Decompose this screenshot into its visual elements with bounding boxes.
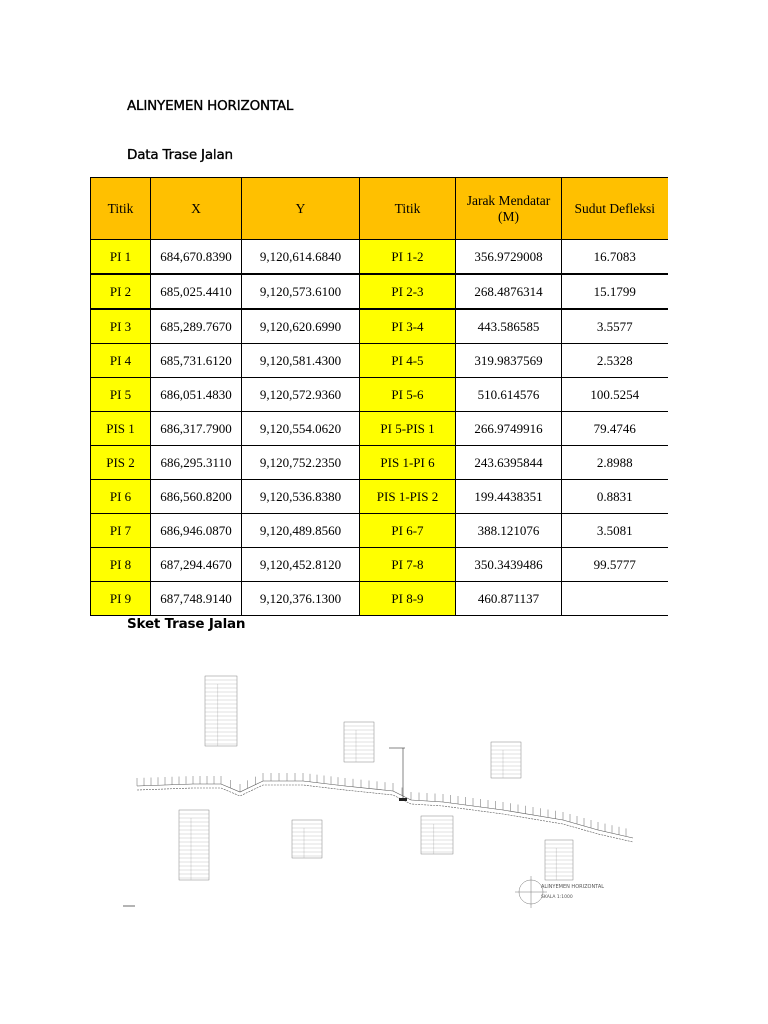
alignment-offset <box>137 785 633 842</box>
table-row <box>91 514 668 548</box>
cell-y: 9,120,536.8380 <box>242 480 360 514</box>
header-jarak: Jarak Mendatar (M) <box>456 178 562 240</box>
cell-jarak: 266.9749916 <box>456 412 562 446</box>
cell-x: 686,560.8200 <box>151 480 242 514</box>
north-arrow-icon <box>515 876 547 908</box>
sketch-table-1 <box>205 676 237 746</box>
cell-jarak: 243.6395844 <box>456 446 562 480</box>
cell-titik: PI 1 <box>91 240 151 275</box>
header-titik-segment: Titik <box>360 178 456 240</box>
cell-y: 9,120,620.6990 <box>242 309 360 344</box>
cell-sudut: 2.5328 <box>562 344 668 378</box>
header-titik: Titik <box>91 178 151 240</box>
cell-x: 686,051.4830 <box>151 378 242 412</box>
table-row <box>91 480 668 514</box>
cell-y: 9,120,573.6100 <box>242 274 360 309</box>
cell-x: 686,317.7900 <box>151 412 242 446</box>
cell-y: 9,120,489.8560 <box>242 514 360 548</box>
cell-y: 9,120,572.9360 <box>242 378 360 412</box>
cell-jarak: 268.4876314 <box>456 274 562 309</box>
cell-y: 9,120,752.2350 <box>242 446 360 480</box>
cell-jarak: 443.586585 <box>456 309 562 344</box>
table-row <box>91 344 668 378</box>
cell-jarak: 388.121076 <box>456 514 562 548</box>
cell-segment: PI 7-8 <box>360 548 456 582</box>
cell-titik: PI 6 <box>91 480 151 514</box>
cell-titik: PIS 2 <box>91 446 151 480</box>
table-row <box>91 582 668 616</box>
header-x: X <box>151 178 242 240</box>
alignment-sketch <box>93 660 666 910</box>
cell-sudut: 3.5081 <box>562 514 668 548</box>
cell-segment: PI 2-3 <box>360 274 456 309</box>
cell-segment: PIS 1-PI 6 <box>360 446 456 480</box>
cell-titik: PI 7 <box>91 514 151 548</box>
cell-titik: PI 9 <box>91 582 151 616</box>
cell-segment: PI 5-PIS 1 <box>360 412 456 446</box>
cell-x: 685,025.4410 <box>151 274 242 309</box>
cell-x: 687,294.4670 <box>151 548 242 582</box>
cell-segment: PI 1-2 <box>360 240 456 275</box>
cell-jarak: 319.9837569 <box>456 344 562 378</box>
sketch-label-scale: SKALA 1:1000 <box>541 895 573 900</box>
cell-jarak: 356.9729008 <box>456 240 562 275</box>
section-heading-sketch: Sket Trase Jalan <box>127 616 246 632</box>
cell-titik: PI 4 <box>91 344 151 378</box>
cell-jarak: 199.4438351 <box>456 480 562 514</box>
cell-x: 686,946.0870 <box>151 514 242 548</box>
cell-sudut: 100.5254 <box>562 378 668 412</box>
cell-y: 9,120,581.4300 <box>242 344 360 378</box>
cell-segment: PI 6-7 <box>360 514 456 548</box>
cell-sudut: 16.7083 <box>562 240 668 275</box>
table-row <box>91 412 668 446</box>
cell-sudut: 15.1799 <box>562 274 668 309</box>
cell-y: 9,120,376.1300 <box>242 582 360 616</box>
cell-jarak: 350.3439486 <box>456 548 562 582</box>
sketch-table-4 <box>179 810 209 880</box>
cell-segment: PI 8-9 <box>360 582 456 616</box>
cell-sudut: 3.5577 <box>562 309 668 344</box>
table-row <box>91 548 668 582</box>
cell-jarak: 460.871137 <box>456 582 562 616</box>
cell-titik: PI 8 <box>91 548 151 582</box>
cell-x: 687,748.9140 <box>151 582 242 616</box>
cell-x: 686,295.3110 <box>151 446 242 480</box>
cell-segment: PI 3-4 <box>360 309 456 344</box>
data-table <box>90 177 668 616</box>
cell-sudut: 0.8831 <box>562 480 668 514</box>
table-row <box>91 446 668 480</box>
sketch-label-title: ALINYEMEN HORIZONTAL <box>541 884 605 890</box>
table-row <box>91 378 668 412</box>
sketch-table-3 <box>491 742 521 778</box>
table-row <box>91 274 668 309</box>
table-row <box>91 309 668 344</box>
table-header-row <box>91 178 668 240</box>
cell-y: 9,120,554.0620 <box>242 412 360 446</box>
cell-sudut: 2.8988 <box>562 446 668 480</box>
cell-titik: PI 3 <box>91 309 151 344</box>
cell-x: 685,731.6120 <box>151 344 242 378</box>
cell-y: 9,120,614.6840 <box>242 240 360 275</box>
cell-segment: PI 4-5 <box>360 344 456 378</box>
sketch-table-5 <box>292 820 322 858</box>
cell-sudut <box>562 582 668 616</box>
cell-x: 684,670.8390 <box>151 240 242 275</box>
section-heading-data: Data Trase Jalan <box>127 147 233 163</box>
cell-titik: PI 2 <box>91 274 151 309</box>
header-y: Y <box>242 178 360 240</box>
cell-jarak: 510.614576 <box>456 378 562 412</box>
header-sudut: Sudut Defleksi <box>562 178 668 240</box>
table-row <box>91 240 668 275</box>
cell-segment: PIS 1-PIS 2 <box>360 480 456 514</box>
cell-sudut: 99.5777 <box>562 548 668 582</box>
cell-y: 9,120,452.8120 <box>242 548 360 582</box>
page-title: ALINYEMEN HORIZONTAL <box>127 98 294 114</box>
sketch-table-6 <box>421 816 453 854</box>
cell-sudut: 79.4746 <box>562 412 668 446</box>
cell-segment: PI 5-6 <box>360 378 456 412</box>
cell-titik: PIS 1 <box>91 412 151 446</box>
cell-x: 685,289.7670 <box>151 309 242 344</box>
cell-titik: PI 5 <box>91 378 151 412</box>
